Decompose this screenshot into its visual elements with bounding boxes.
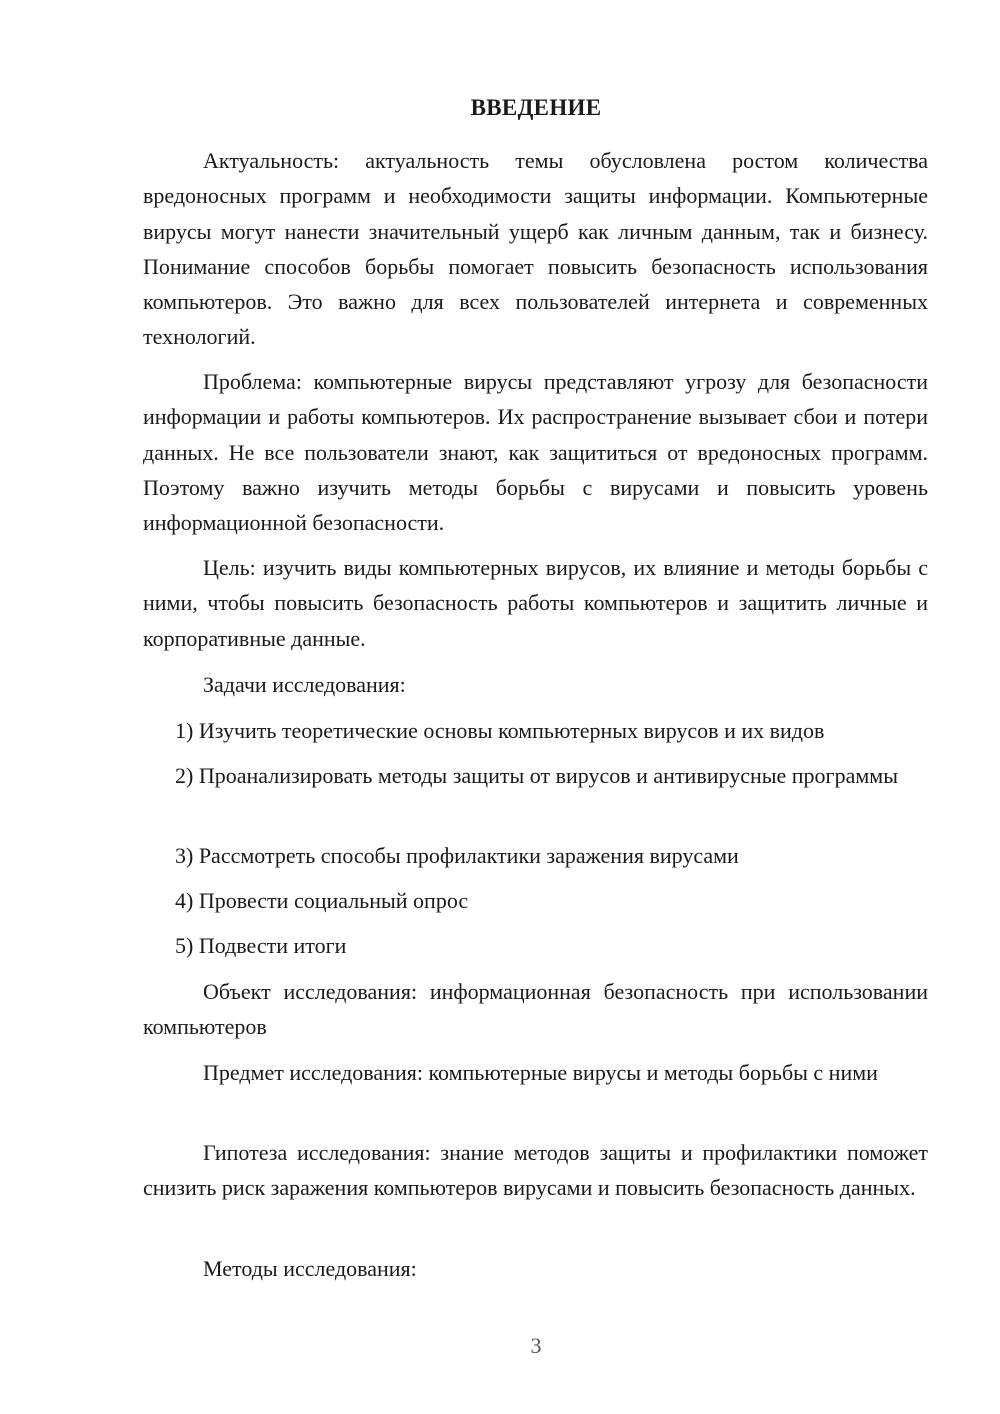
heading-text: ВВЕДЕНИЕ [470,95,602,120]
paragraph-hypothesis: Гипотеза исследования: знание методов защиты и профилактики поможет снизить риск заражения компьютеров вирусами и повысить безопасность данных. [143,1140,928,1201]
paragraph-relevance: Актуальность: актуальность темы обусловлена ростом количества вредоносных программ и необходимости защиты информации. Компьютерные вирусы могут нанести значительный ущерб как личным данным, так и бизнесу. Понимание способов борьбы помогает повысить безопасность использования компьютеров. Это важно для всех пользователей интернета и современных технологий. [143,148,928,350]
paragraph-problem: Проблема: компьютерные вирусы представляют угрозу для безопасности информации и работы компьютеров. Их распространение вызывает сбои и потери данных. Не все пользователи знают, как защититься от вредоносных программ. Поэтому важно изучить методы борьбы с вирусами и повысить уровень информационной безопасности. [143,369,928,536]
paragraph-object: Объект исследования: информационная безопасность при использовании компьютеров [143,979,928,1040]
page-number: 3 [530,1333,542,1358]
paragraph-subject: Предмет исследования: компьютерные вирусы и методы борьбы с ними [203,1060,878,1085]
task-item-2: 2) Проанализировать методы защиты от вирусов и антивирусные программы [175,763,898,788]
page-heading [0,95,1000,121]
paragraph-tasks-intro: Задачи исследования: [203,672,406,697]
task-item-4: 4) Провести социальный опрос [175,888,469,913]
paragraph-goal: Цель: изучить виды компьютерных вирусов, их влияние и методы борьбы с ними, чтобы повысить безопасность работы компьютеров и защитить личные и корпоративные данные. [143,555,928,651]
task-item-1: 1) Изучить теоретические основы компьютерных вирусов и их видов [175,718,825,743]
task-item-3: 3) Рассмотреть способы профилактики заражения вирусами [175,843,739,868]
task-item-5: 5) Подвести итоги [175,933,347,958]
paragraph-methods-intro: Методы исследования: [203,1256,417,1281]
